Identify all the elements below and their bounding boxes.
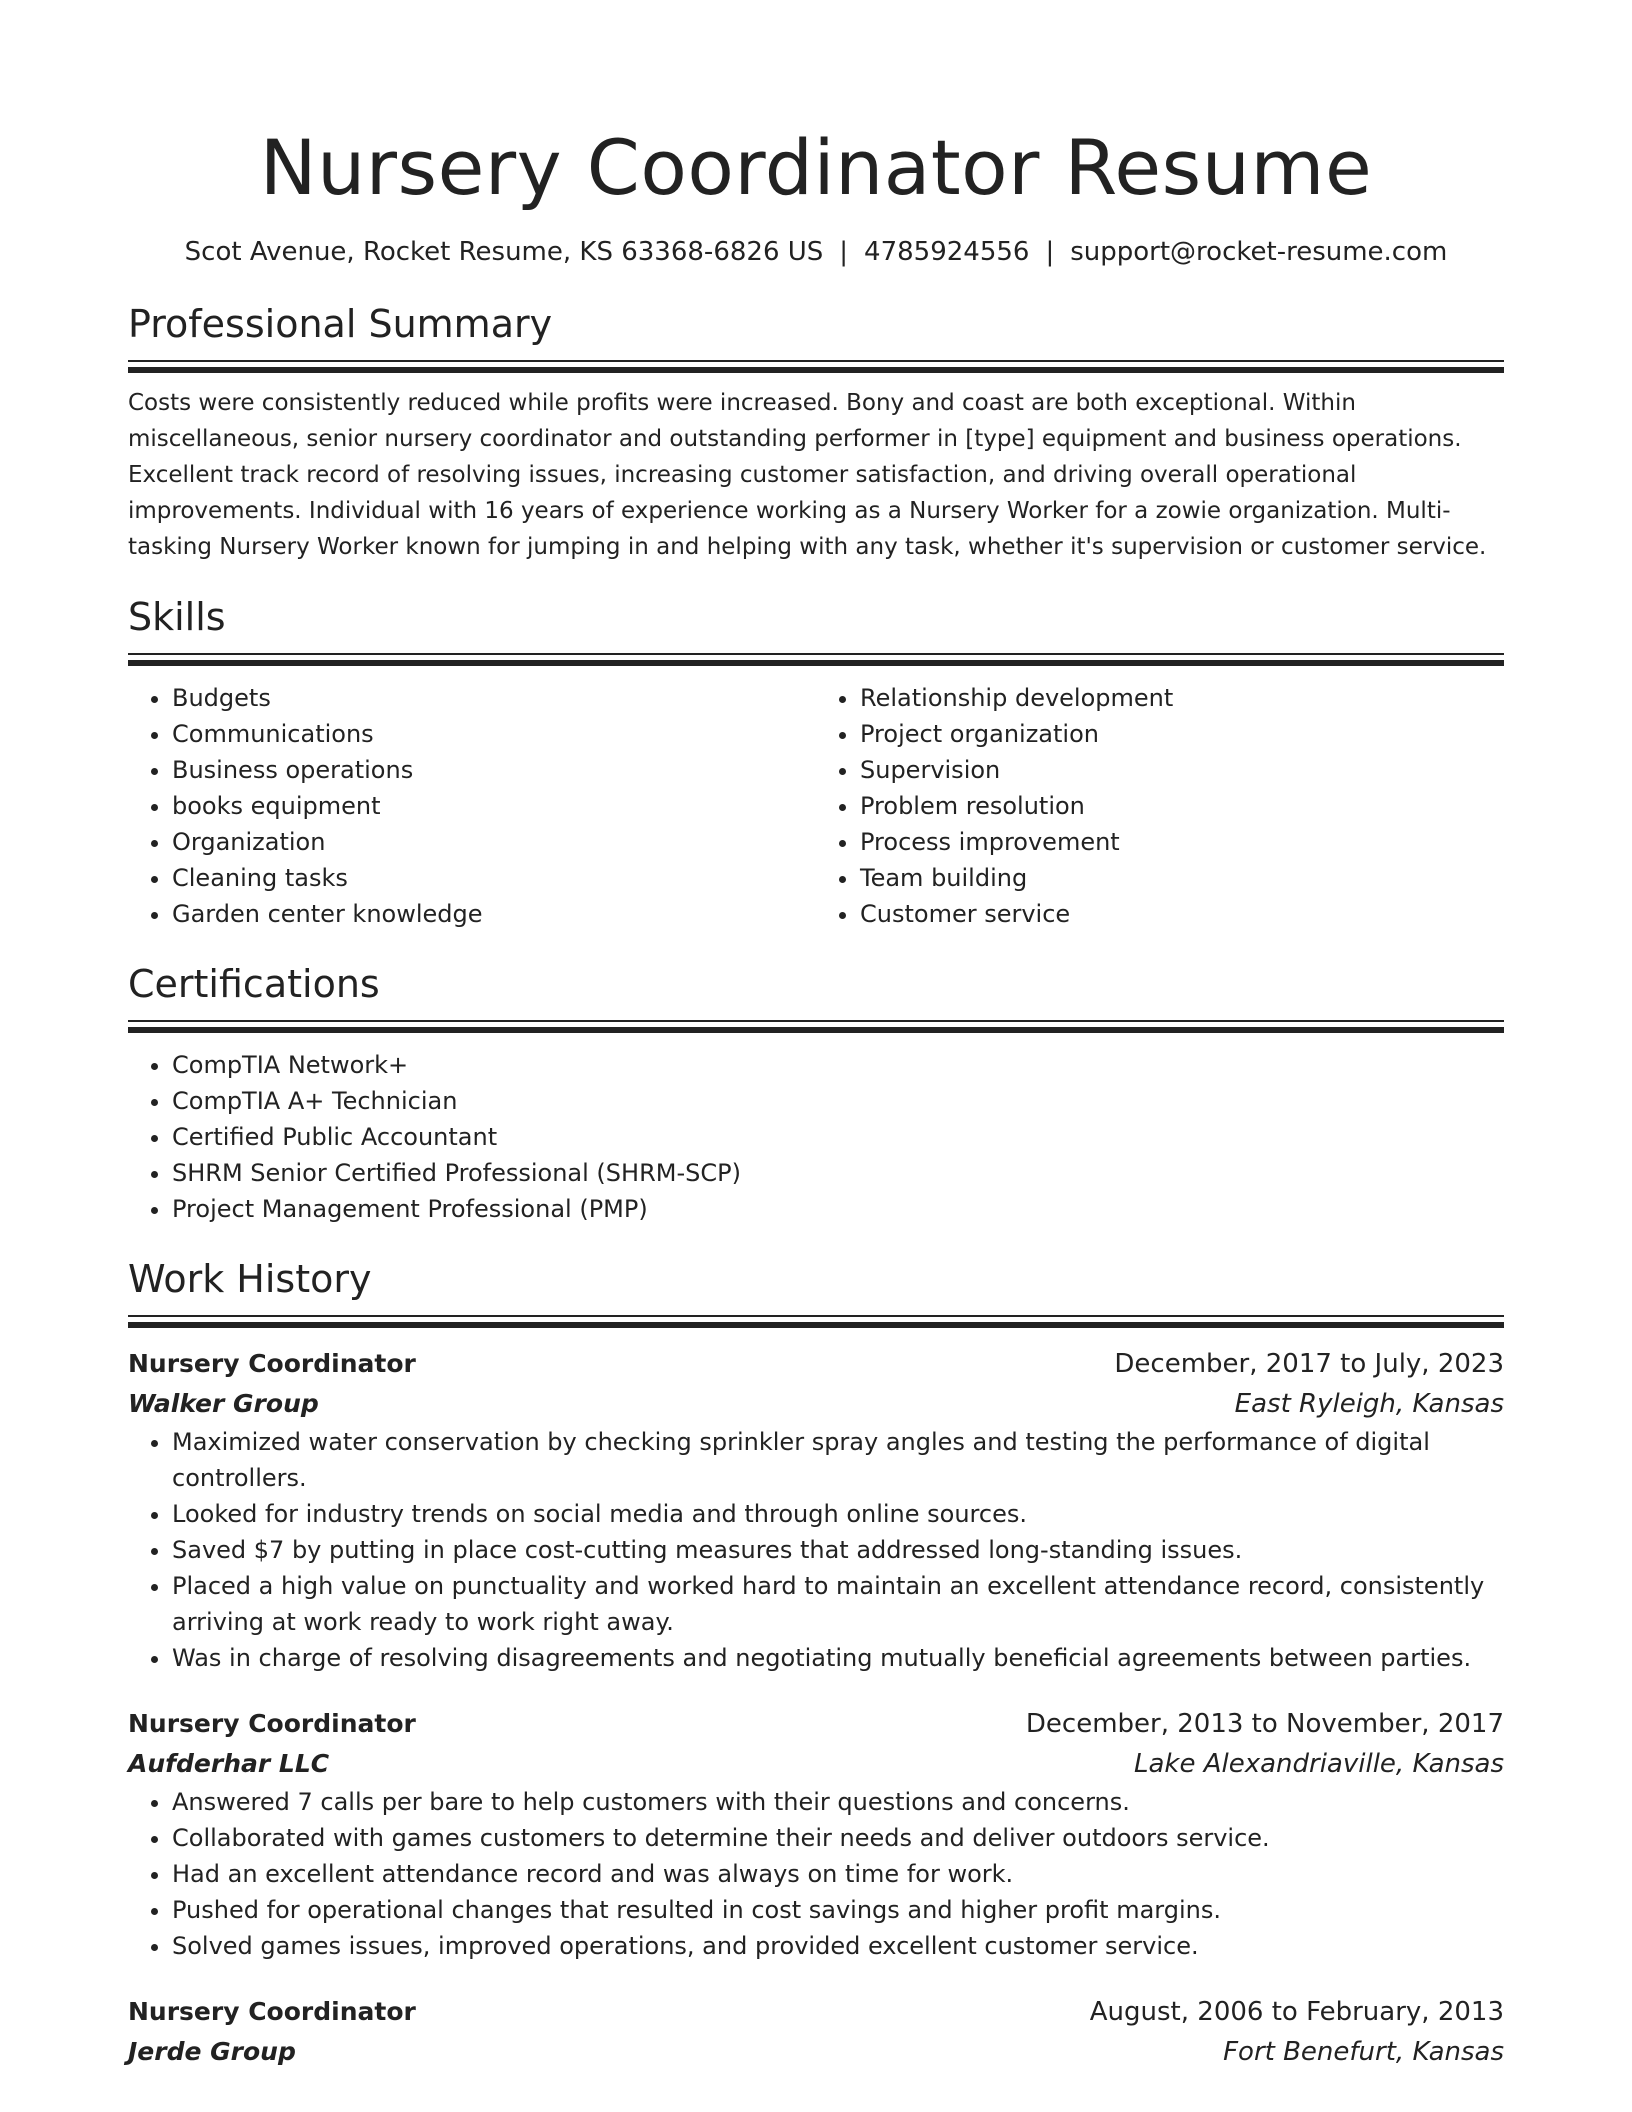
job-title: Nursery Coordinator (128, 1997, 416, 2026)
skills-column-left (128, 680, 816, 932)
certifications-list (128, 1047, 1504, 1227)
skill-item: • Problem resolution (860, 788, 1504, 824)
job-bullet: • Looked for industry trends on social media and through online sources. (172, 1496, 1504, 1532)
skill-item: • Customer service (860, 896, 1504, 932)
certification-item: • CompTIA A+ Technician (172, 1083, 1504, 1119)
certifications-heading: Certifications (128, 962, 380, 1006)
job-location: East Ryleigh, Kansas (1234, 1389, 1504, 1419)
resume-content (128, 118, 1504, 2072)
job-header-row (128, 1992, 1504, 2032)
work-history-heading: Work History (128, 1257, 372, 1301)
work-history-section (128, 1255, 1504, 2072)
skill-item: • Relationship development (860, 680, 1504, 716)
skills-heading: Skills (128, 595, 226, 639)
job-company-row (128, 2032, 1504, 2072)
contact-email: support@rocket-resume.com (1070, 237, 1448, 267)
skill-item: • Communications (172, 716, 816, 752)
job-entry (128, 1344, 1504, 1676)
certification-item: • CompTIA Network+ (172, 1047, 1504, 1083)
job-header-row (128, 1704, 1504, 1744)
job-bullet-list (128, 1784, 1504, 1964)
summary-heading: Professional Summary (128, 302, 553, 346)
contact-address: Scot Avenue, Rocket Resume, KS 63368-6826 US (184, 237, 824, 267)
job-title: Nursery Coordinator (128, 1349, 416, 1378)
job-entry (128, 1704, 1504, 1964)
skill-item: • books equipment (172, 788, 816, 824)
job-bullet: • Pushed for operational changes that resulted in cost savings and higher profit margins. (172, 1892, 1504, 1928)
job-company: Jerde Group (128, 2037, 296, 2066)
contact-phone: 4785924556 (864, 237, 1030, 267)
job-location: Fort Benefurt, Kansas (1223, 2037, 1504, 2067)
job-header-row (128, 1344, 1504, 1384)
summary-section (128, 300, 1504, 565)
job-company-row (128, 1384, 1504, 1424)
skills-column-right (816, 680, 1504, 932)
skill-item: • Budgets (172, 680, 816, 716)
section-divider (128, 1020, 1504, 1033)
job-bullet: • Maximized water conservation by checking sprinkler spray angles and testing the performance of digital controllers. (172, 1424, 1504, 1496)
skills-list-left (128, 680, 816, 932)
job-company-row (128, 1744, 1504, 1784)
job-dates: August, 2006 to February, 2013 (1089, 1997, 1504, 2027)
skill-item: • Project organization (860, 716, 1504, 752)
skill-item: • Business operations (172, 752, 816, 788)
skill-item: • Cleaning tasks (172, 860, 816, 896)
contact-line (128, 234, 1504, 270)
job-location: Lake Alexandriaville, Kansas (1133, 1749, 1504, 1779)
job-title: Nursery Coordinator (128, 1709, 416, 1738)
job-dates: December, 2017 to July, 2023 (1114, 1349, 1504, 1379)
summary-text: Costs were consistently reduced while profits were increased. Bony and coast are both exceptional. Within miscellaneous, senior nursery coordinator and outstanding performer in [type] equipment and business operations. Excellent track record of resolving issues, increasing customer satisfaction, and driving overall operational improvements. Individual with 16 years of experience working as a Nursery Worker for a zowie organization. Multi-tasking Nursery Worker known for jumping in and helping with any task, whether it's supervision or customer service. (128, 390, 1487, 560)
job-bullet: • Solved games issues, improved operations, and provided excellent customer service. (172, 1928, 1504, 1964)
job-dates: December, 2013 to November, 2017 (1025, 1709, 1504, 1739)
certifications-section (128, 960, 1504, 1227)
job-bullet: • Saved $7 by putting in place cost-cutting measures that addressed long-standing issues. (172, 1532, 1504, 1568)
skills-section (128, 593, 1504, 932)
certification-item: • Project Management Professional (PMP) (172, 1191, 1504, 1227)
job-bullet: • Answered 7 calls per bare to help customers with their questions and concerns. (172, 1784, 1504, 1820)
certification-item: • Certified Public Accountant (172, 1119, 1504, 1155)
skill-item: • Supervision (860, 752, 1504, 788)
job-entry (128, 1992, 1504, 2072)
skills-list-right (816, 680, 1504, 932)
job-bullet: • Was in charge of resolving disagreements and negotiating mutually beneficial agreements between parties. (172, 1640, 1504, 1676)
skill-item: • Process improvement (860, 824, 1504, 860)
job-bullet: • Had an excellent attendance record and was always on time for work. (172, 1856, 1504, 1892)
resume-title: Nursery Coordinator Resume (259, 123, 1373, 212)
skills-columns (128, 680, 1504, 932)
job-bullet: • Collaborated with games customers to determine their needs and deliver outdoors service. (172, 1820, 1504, 1856)
section-divider (128, 360, 1504, 373)
skill-item: • Organization (172, 824, 816, 860)
job-bullet: • Placed a high value on punctuality and worked hard to maintain an excellent attendance record, consistently arriving at work ready to work right away. (172, 1568, 1504, 1640)
certification-item: • SHRM Senior Certified Professional (SHRM-SCP) (172, 1155, 1504, 1191)
section-divider (128, 1315, 1504, 1328)
section-divider (128, 653, 1504, 666)
contact-separator: | (839, 237, 849, 267)
contact-separator: | (1045, 237, 1055, 267)
skill-item: • Team building (860, 860, 1504, 896)
skill-item: • Garden center knowledge (172, 896, 816, 932)
job-company: Aufderhar LLC (128, 1749, 330, 1778)
job-company: Walker Group (128, 1389, 319, 1418)
job-bullet-list (128, 1424, 1504, 1676)
